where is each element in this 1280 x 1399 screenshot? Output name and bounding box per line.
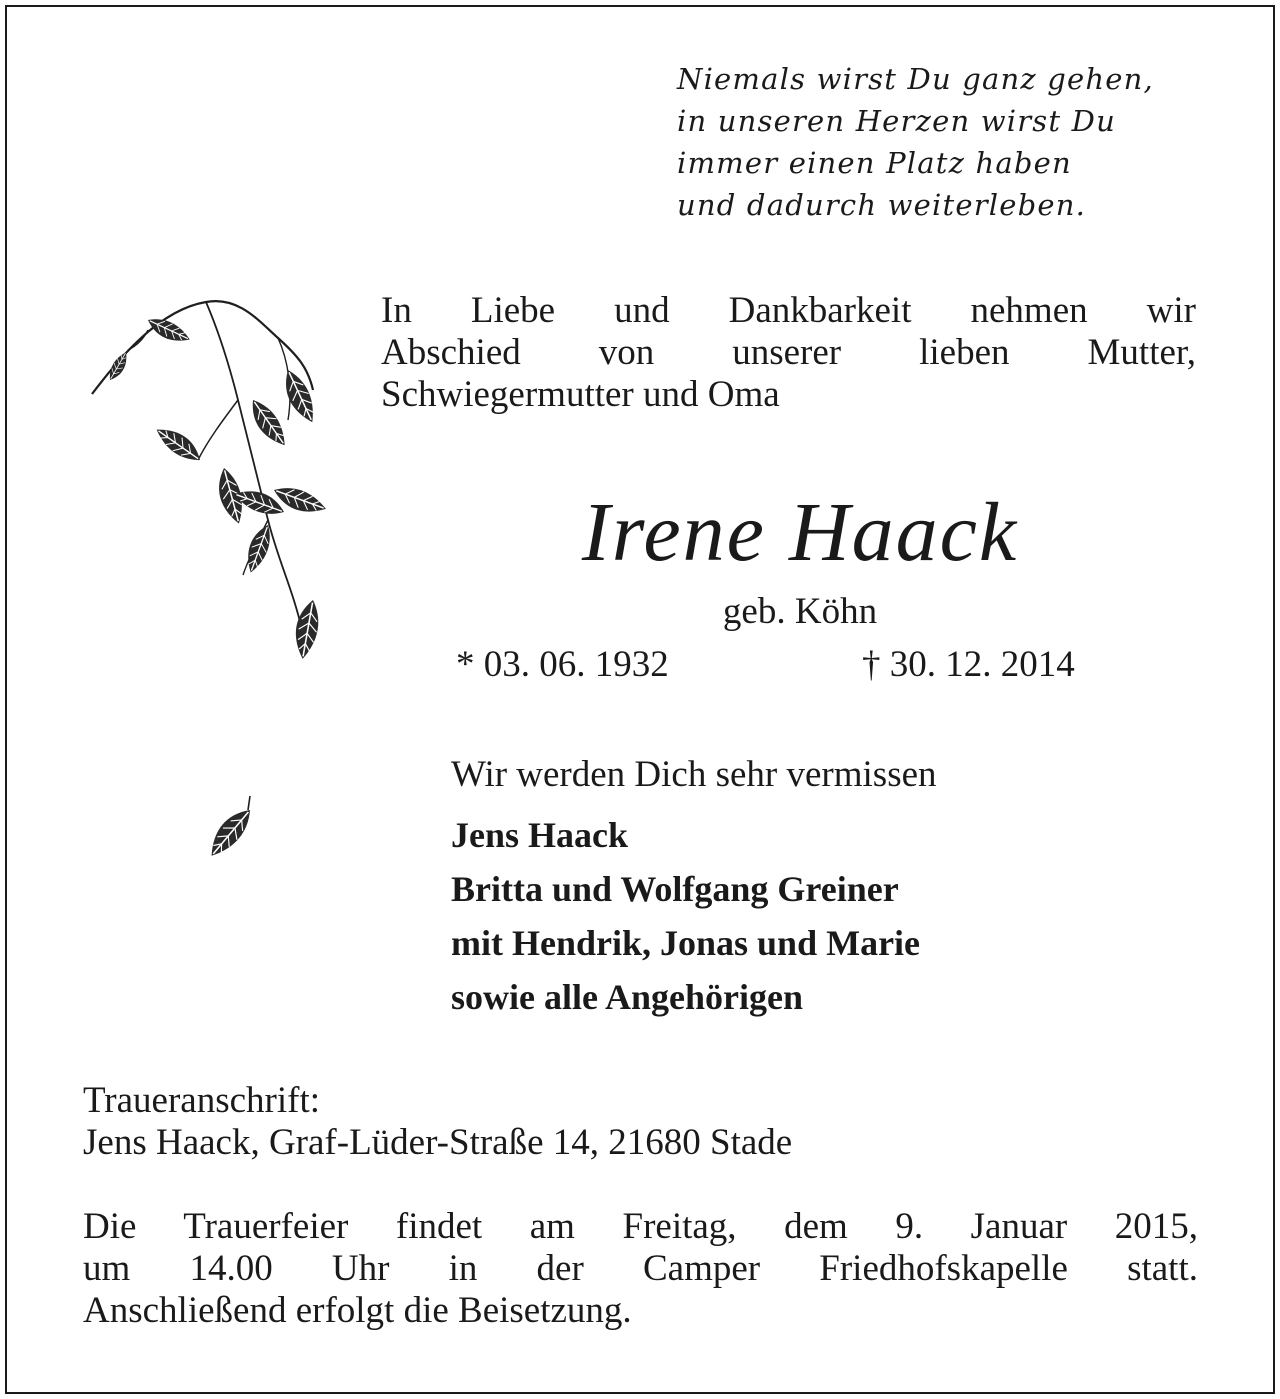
- quote-line: und dadurch weiterleben.: [677, 188, 1087, 222]
- service-line: um 14.00 Uhr in der Camper Friedhofskapelle statt.: [83, 1248, 1198, 1289]
- mourners-list: [451, 808, 920, 1024]
- address-label: Traueranschrift:: [83, 1080, 321, 1121]
- service-line: Anschließend erfolgt die Beisetzung.: [83, 1290, 632, 1331]
- mourning-address: [83, 1080, 792, 1164]
- quote-line: in unseren Herzen wirst Du: [677, 104, 1116, 138]
- mourner-line: sowie alle Angehörigen: [451, 977, 803, 1017]
- birth-name: geb. Köhn: [722, 591, 878, 632]
- mourner-line: Jens Haack: [451, 815, 629, 855]
- deceased-name: Irene Haack: [581, 486, 1019, 579]
- farewell-text: Wir werden Dich sehr vermissen: [451, 754, 937, 795]
- service-line: Die Trauerfeier findet am Freitag, dem 9. Januar 2015,: [83, 1206, 1198, 1247]
- funeral-service-info: [83, 1206, 1198, 1332]
- address-value: Jens Haack, Graf-Lüder-Straße 14, 21680 Stade: [83, 1122, 793, 1163]
- quote-line: Niemals wirst Du ganz gehen,: [677, 62, 1154, 96]
- birth-date: * 03. 06. 1932: [456, 644, 669, 685]
- mourner-line: mit Hendrik, Jonas und Marie: [451, 923, 921, 963]
- intro-line: In Liebe und Dankbarkeit nehmen wir: [381, 290, 1196, 331]
- memorial-quote: [677, 58, 1237, 226]
- quote-line: immer einen Platz haben: [677, 146, 1072, 180]
- death-date: † 30. 12. 2014: [862, 644, 1075, 685]
- intro-line: Schwiegermutter und Oma: [381, 374, 780, 415]
- mourner-line: Britta und Wolfgang Greiner: [451, 869, 899, 909]
- intro-text: [381, 290, 1196, 416]
- intro-line: Abschied von unserer lieben Mutter,: [381, 332, 1196, 373]
- birch-branch-leaves-illustration: [88, 290, 356, 890]
